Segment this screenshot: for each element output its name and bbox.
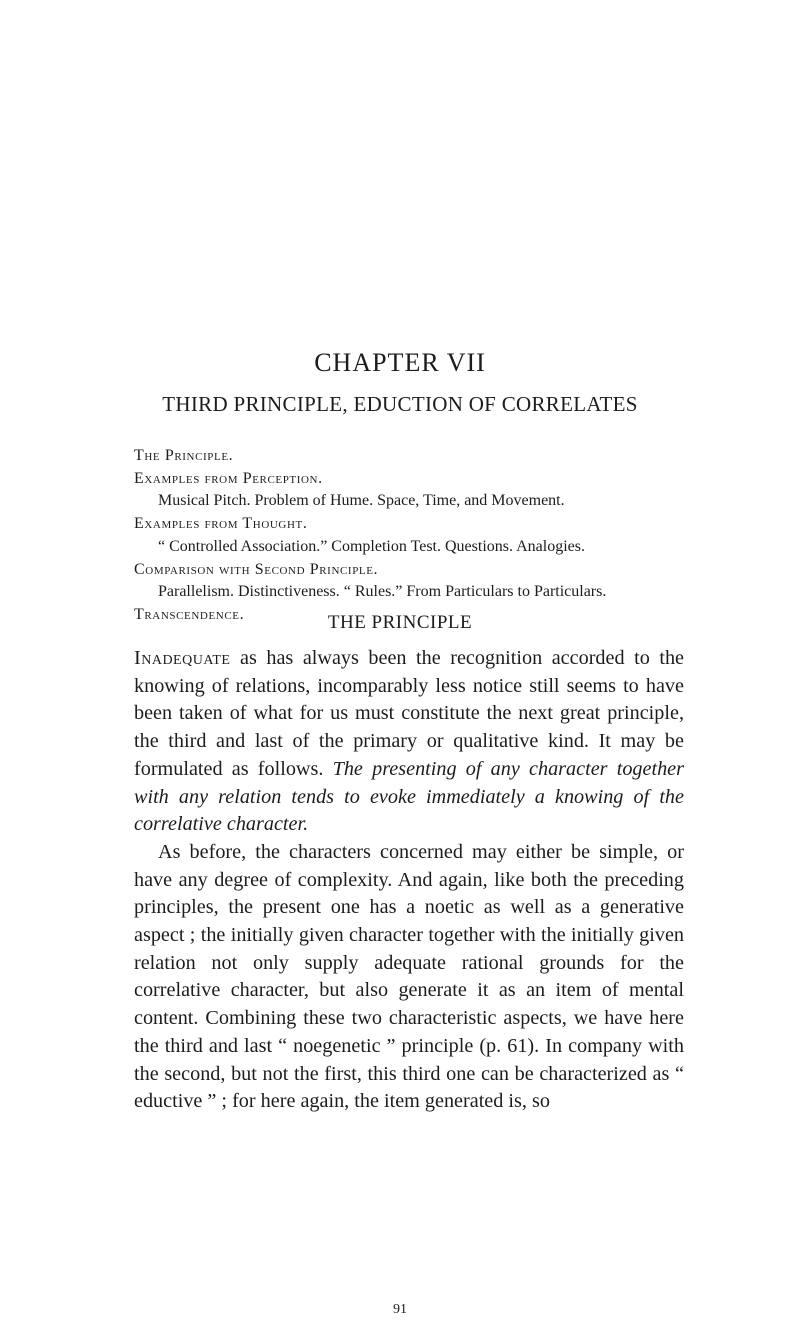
synopsis-heading: Transcendence. (134, 605, 245, 623)
principle-statement: The presenting of any character together with any relation tends to evoke immediately a knowing of the correlative character. (134, 757, 684, 836)
synopsis-heading: The Principle. (134, 447, 234, 464)
paragraph-1 (134, 645, 684, 839)
lead-word: Inadequate (134, 647, 231, 669)
chapter-synopsis (134, 445, 674, 627)
chapter-title: THIRD PRINCIPLE, EDUCTION OF CORRELATES (162, 392, 638, 416)
synopsis-subtopics: “ Controlled Association.” Completion Test. Questions. Analogies. (158, 537, 585, 555)
synopsis-heading: Examples from Thought. (134, 515, 308, 533)
synopsis-subtopics: Parallelism. Distinctiveness. “ Rules.” From Particulars to Particulars. (158, 583, 607, 601)
synopsis-heading: Examples from Perception. (134, 469, 323, 487)
section-heading: THE PRINCIPLE (327, 612, 473, 633)
chapter-number: CHAPTER VII (314, 348, 486, 377)
paragraph-1-text: as has always been the recognition accorded to the knowing of relations, incomparably less notice still seems to have been taken of what for us must constitute the next great principle, the third and last of the primary or qualitative kind. It may be formulated as follows. (134, 647, 684, 780)
body-text (134, 645, 684, 1116)
page-number: 91 (393, 1302, 407, 1317)
paragraph-2: As before, the characters concerned may either be simple, or have any degree of complexity. And again, like both the preceding principles, the present one has a noetic as well as a generative aspect ; the initially given character together with the initially given relation not only supply adequate rational grounds for the correlative character, but also generate it as an item of mental content. Combining these two characteristic aspects, we have here the third and last “ noegenetic ” principle (p. 61). In company with the second, but not the first, this third one can be characterized as “ eductive ” ; for here again, the item generated is, so (134, 840, 684, 1113)
synopsis-subtopics: Musical Pitch. Problem of Hume. Space, Time, and Movement. (158, 492, 565, 510)
synopsis-heading: Comparison with Second Principle. (134, 560, 379, 578)
